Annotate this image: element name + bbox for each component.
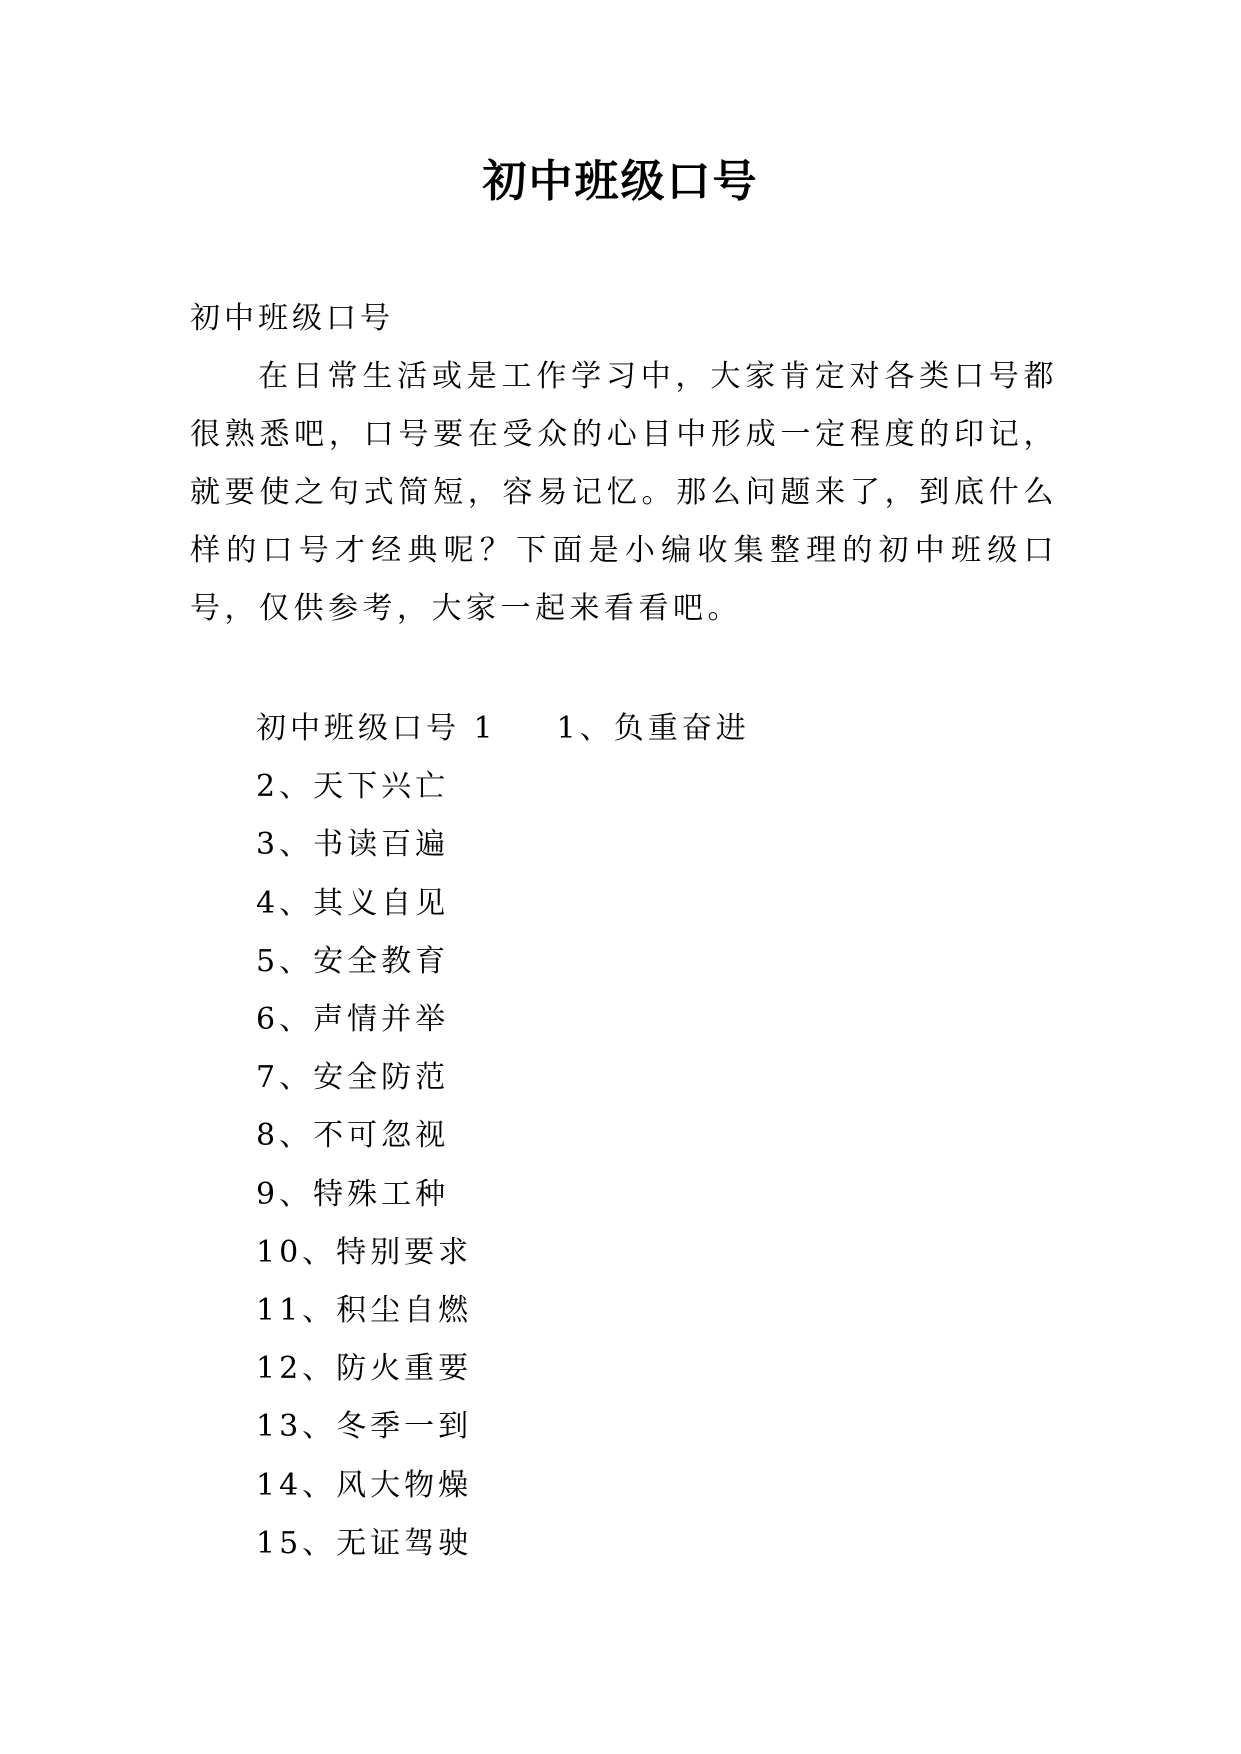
slogan-list bbox=[256, 700, 750, 1573]
section-heading: 初中班级口号 1 bbox=[256, 711, 497, 746]
list-item: 5、安全教育 bbox=[256, 943, 450, 979]
document-title: 初中班级口号 bbox=[482, 156, 759, 207]
list-item: 14、风大物燥 bbox=[256, 1467, 473, 1503]
intro-paragraph: 在日常生活或是工作学习中，大家肯定对各类口号都很熟悉吧，口号要在受众的心目中形成一定程度的印记，就要使之句式简短，容易记忆。那么问题来了，到底什么样的口号才经典呢？下面是小编收集整理的初中班级口号，仅供参考，大家一起来看看吧。 bbox=[190, 359, 1058, 626]
list-item: 3、书读百遍 bbox=[256, 827, 450, 863]
list-item: 9、特殊工种 bbox=[256, 1176, 450, 1212]
document-subtitle: 初中班级口号 bbox=[190, 301, 394, 336]
list-item: 10、特别要求 bbox=[256, 1234, 473, 1270]
slogan-text: 1、负重奋进 bbox=[556, 711, 750, 746]
list-item: 11、积尘自燃 bbox=[256, 1293, 473, 1329]
list-item bbox=[256, 700, 750, 758]
list-item: 8、不可忽视 bbox=[256, 1118, 450, 1154]
list-item: 12、防火重要 bbox=[256, 1351, 473, 1387]
list-item: 4、其义自见 bbox=[256, 885, 450, 921]
list-item: 15、无证驾驶 bbox=[256, 1525, 473, 1561]
list-item: 2、天下兴亡 bbox=[256, 769, 450, 805]
list-item: 7、安全防范 bbox=[256, 1060, 450, 1096]
list-item: 6、声情并举 bbox=[256, 1002, 450, 1038]
list-item: 13、冬季一到 bbox=[256, 1409, 473, 1445]
